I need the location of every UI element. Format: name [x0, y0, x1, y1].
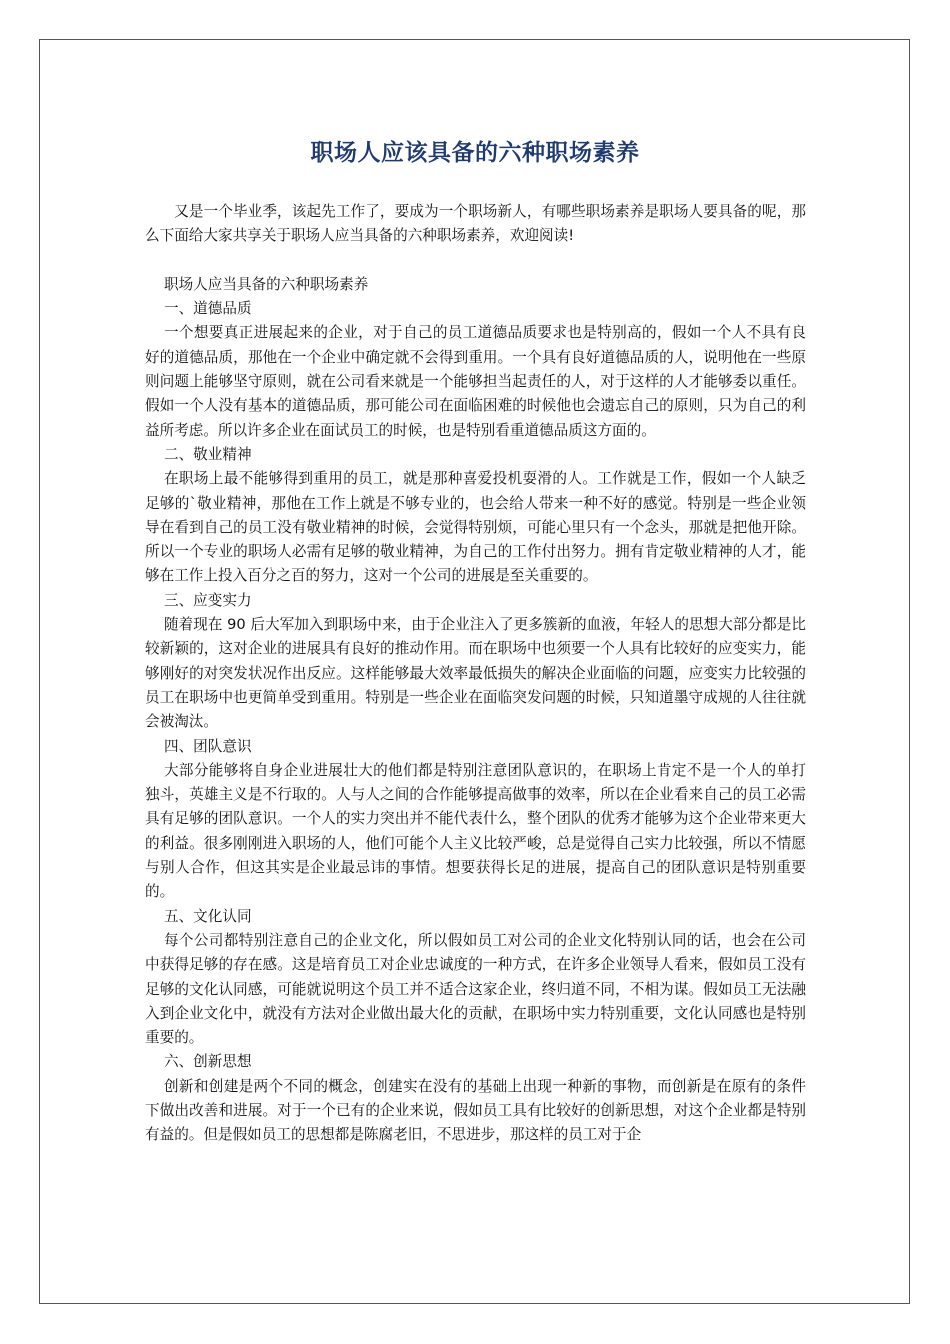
section-heading-2: 二、敬业精神: [163, 445, 252, 463]
section-text-1: 一个想要真正进展起来的企业，对于自己的员工道德品质要求也是特别高的，假如一个人不具有良好的道德品质，那他在一个企业中确定就不会得到重用。一个具有良好道德品质的人，说明他在一些原则问题上能够坚守原则，就在公司看来就是一个能够担当起责任的人，对于这样的人才能够委以重任。假如一个人没有基本的道德品质，那可能公司在面临困难的时候他也会遗忘自己的原则，只为自己的利益所考虑。所以许多企业在面试员工的时候，也是特别看重道德品质这方面的。: [145, 324, 806, 439]
section-text-2: 在职场上最不能够得到重用的员工，就是那种喜爱投机耍滑的人。工作就是工作，假如一个人缺乏足够的`敬业精神，那他在工作上就是不够专业的，也会给人带来一种不好的感觉。特别是一些企业领导在看到自己的员工没有敬业精神的时候，会觉得特别烦，可能心里只有一个念头，那就是把他开除。所以一个专业的职场人必需有足够的敬业精神，为自己的工作付出努力。拥有肯定敬业精神的人才，能够在工作上投入百分之百的努力，这对一个公司的进展是至关重要的。: [145, 470, 806, 585]
intro-paragraph: 又是一个毕业季，该起先工作了，要成为一个职场新人，有哪些职场素养是职场人要具备的呢，那么下面给大家共享关于职场人应当具备的六种职场素养，欢迎阅读!: [145, 203, 806, 245]
document-title: 职场人应该具备的六种职场素养: [310, 140, 640, 166]
document-body: [145, 200, 806, 1148]
section-text-4: 大部分能够将自身企业进展壮大的他们都是特别注意团队意识的，在职场上肯定不是一个人的单打独斗，英雄主义是不行取的。人与人之间的合作能够提高做事的效率，所以在企业看来自己的员工必需具有足够的团队意识。一个人的实力突出并不能代表什么，整个团队的优秀才能够为这个企业带来更大的利益。很多刚刚进入职场的人，他们可能个人主义比较严峻，总是觉得自己实力比较强，所以不情愿与别人合作，但这其实是企业最忌讳的事情。想要获得长足的进展，提高自己的团队意识是特别重要的。: [145, 761, 806, 901]
section-text-3: 随着现在 90 后大军加入到职场中来，由于企业注入了更多簇新的血液，年轻人的思想大部分都是比较新颖的，这对企业的进展具有良好的推动作用。而在职场中也须要一个人具有比较好的应变实力，能够刚好的对突发状况作出反应。这样能够最大效率最低损失的解决企业面临的问题，应变实力比较强的员工在职场中也更简单受到重用。特别是一些企业在面临突发问题的时候，只知道墨守成规的人往往就会被淘汰。: [145, 616, 806, 731]
section-heading-4: 四、团队意识: [163, 737, 252, 755]
subtitle: 职场人应当具备的六种职场素养: [163, 275, 369, 293]
section-text-5: 每个公司都特别注意自己的企业文化，所以假如员工对公司的企业文化特别认同的话，也会在公司中获得足够的存在感。这是培育员工对企业忠诚度的一种方式，在许多企业领导人看来，假如员工没有足够的文化认同感，可能就说明这个员工并不适合这家企业，终归道不同，不相为谋。假如员工无法融入到企业文化中，就没有方法对企业做出最大化的贡献，在职场中实力特别重要，文化认同感也是特别重要的。: [145, 931, 806, 1047]
section-heading-3: 三、应变实力: [163, 591, 252, 609]
section-heading-1: 一、道德品质: [163, 300, 252, 318]
section-text-6: 创新和创建是两个不同的概念，创建实在没有的基础上出现一种新的事物，而创新是在原有的条件下做出改善和进展。对于一个已有的企业来说，假如员工具有比较好的创新思想，对这个企业都是特别有益的。但是假如员工的思想都是陈腐老旧，不思进步，那这样的员工对于企: [145, 1077, 806, 1144]
section-heading-5: 五、文化认同: [163, 907, 252, 925]
section-heading-6: 六、创新思想: [163, 1053, 252, 1071]
